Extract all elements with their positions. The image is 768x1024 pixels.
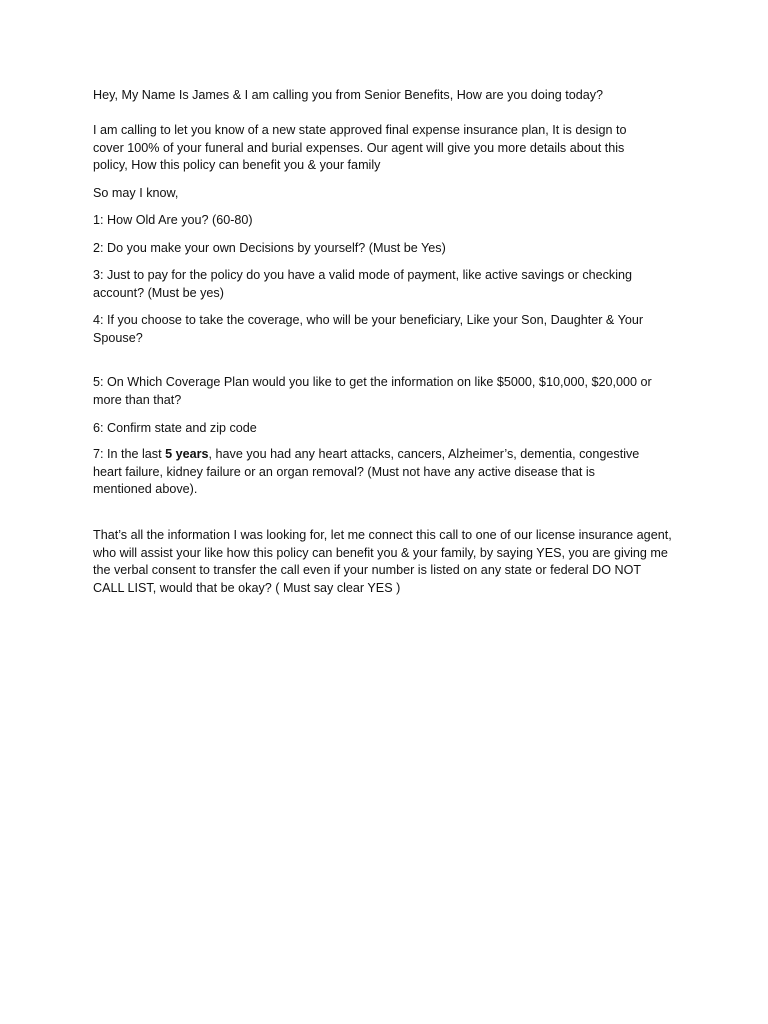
intro-paragraph: I am calling to let you know of a new state approved final expense insurance plan, It is design to cover 100% of your funeral and burial expenses. Our agent will give you more details about this policy, How this policy can benefit you & your family (93, 123, 627, 173)
question-1: 1: How Old Are you? (60-80) (93, 213, 253, 227)
question-4: 4: If you choose to take the coverage, who will be your beneficiary, Like your Son, Daughter & Your Spouse? (93, 313, 644, 345)
question-6: 6: Confirm state and zip code (93, 421, 257, 435)
question-7-suffix: , have you had any heart attacks, cancers, Alzheimer’s, dementia, congestive heart failure, kidney failure or an organ removal? (Must not have any active disease that is mentioned above). (93, 447, 640, 497)
question-7 (93, 446, 653, 499)
may-i-know-paragraph: So may I know, (93, 186, 179, 200)
greeting-paragraph: Hey, My Name Is James & I am calling you from Senior Benefits, How are you doing today? (93, 88, 604, 102)
question-5: 5: On Which Coverage Plan would you like to get the information on like $5000, $10,000, $20,000 or more than that? (93, 375, 652, 407)
question-3: 3: Just to pay for the policy do you have a valid mode of payment, like active savings or checking account? (Must be yes) (93, 268, 633, 300)
question-2: 2: Do you make your own Decisions by yourself? (Must be Yes) (93, 241, 446, 255)
question-7-bold: 5 years (165, 447, 209, 461)
question-7-prefix: 7: In the last (93, 447, 166, 461)
closing-paragraph: That’s all the information I was looking for, let me connect this call to one of our license insurance agent, who will assist your like how this policy can benefit you & your family, by saying YES, you are giving me the verbal consent to transfer the call even if your number is listed on any state or federal DO NOT CALL LIST, would that be okay? ( Must say clear YES ) (93, 528, 672, 595)
